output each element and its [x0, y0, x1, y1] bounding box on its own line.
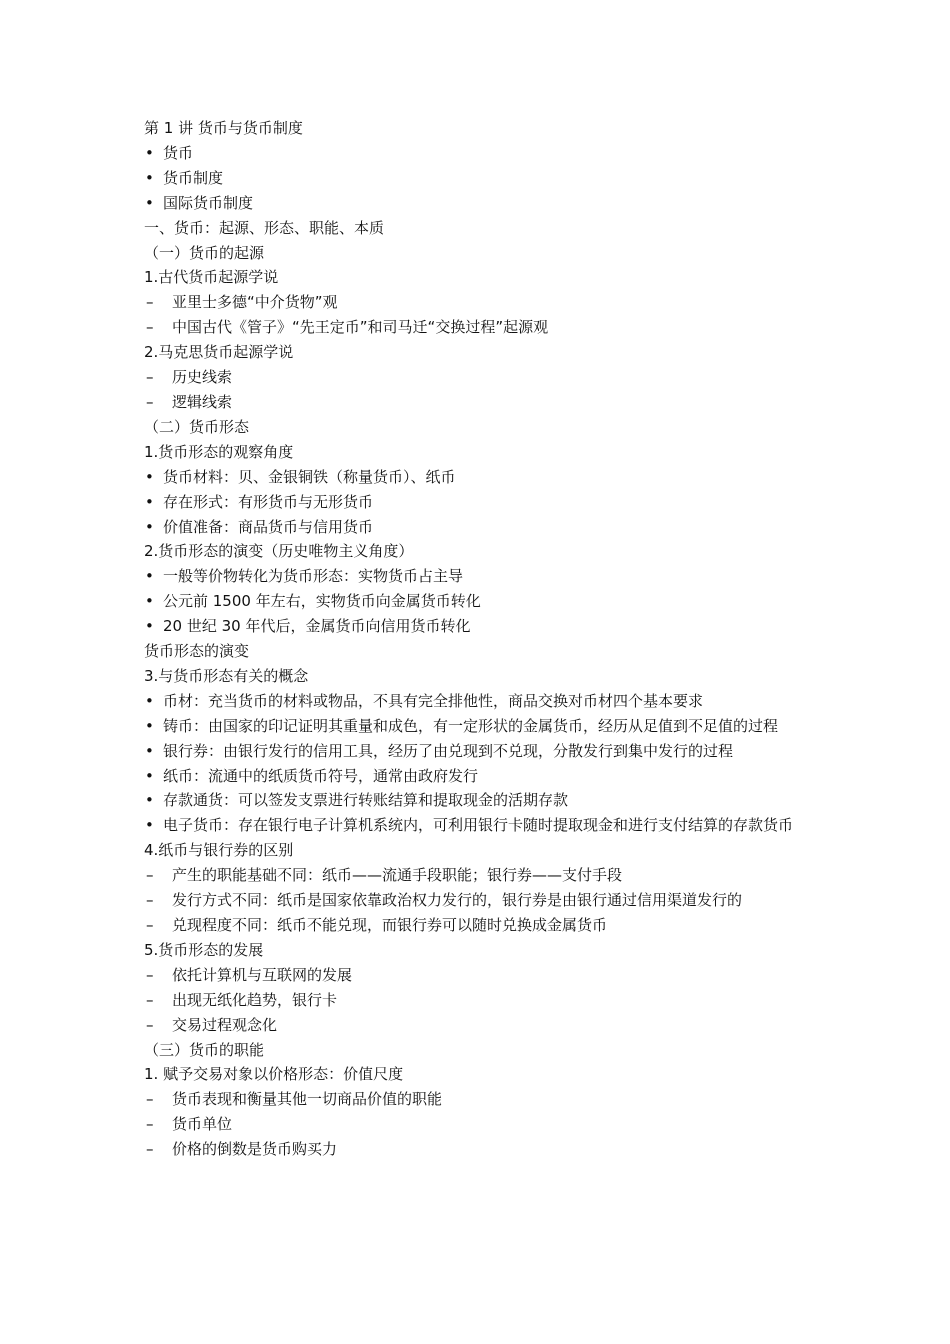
- subsection-heading: （二）货币形态: [144, 417, 250, 436]
- dash-item: – 价格的倒数是货币购买力: [144, 1137, 814, 1162]
- dash-item: – 出现无纸化趋势，银行卡: [144, 988, 814, 1013]
- plain-line: 货币形态的演变: [144, 642, 250, 661]
- numbered-heading: 2.马克思货币起源学说: [144, 343, 294, 362]
- bullet-item: • 货币材料：贝、金银铜铁（称量货币）、纸币: [144, 465, 814, 490]
- dash-item: – 逻辑线索: [144, 390, 814, 415]
- dash-item: – 依托计算机与互联网的发展: [144, 963, 814, 988]
- document-body: [144, 116, 814, 1162]
- dash-item: – 货币表现和衡量其他一切商品价值的职能: [144, 1087, 814, 1112]
- numbered-heading: 2.货币形态的演变（历史唯物主义角度）: [144, 542, 414, 561]
- bullet-item: • 电子货币：存在银行电子计算机系统内，可利用银行卡随时提取现金和进行支付结算的存款货币: [144, 813, 814, 838]
- subsection-heading: （一）货币的起源: [144, 243, 265, 262]
- section-heading: 一、货币：起源、形态、职能、本质: [144, 218, 385, 237]
- numbered-heading: 4.纸币与银行券的区别: [144, 841, 294, 860]
- bullet-item: • 货币: [144, 141, 814, 166]
- dash-item: – 历史线索: [144, 365, 814, 390]
- dash-item: – 亚里士多德“中介货物”观: [144, 290, 814, 315]
- numbered-heading: 3.与货币形态有关的概念: [144, 666, 309, 685]
- dash-item: – 交易过程观念化: [144, 1013, 814, 1038]
- bullet-item: • 纸币：流通中的纸质货币符号，通常由政府发行: [144, 764, 814, 789]
- dash-item: – 发行方式不同：纸币是国家依靠政治权力发行的，银行券是由银行通过信用渠道发行的: [144, 888, 814, 913]
- numbered-heading: 1.古代货币起源学说: [144, 268, 279, 287]
- bullet-item: • 币材：充当货币的材料或物品，不具有完全排他性，商品交换对币材四个基本要求: [144, 689, 814, 714]
- bullet-item: • 铸币：由国家的印记证明其重量和成色，有一定形状的金属货币，经历从足值到不足值的过程: [144, 714, 814, 739]
- numbered-heading: 5.货币形态的发展: [144, 940, 264, 959]
- bullet-item: • 国际货币制度: [144, 191, 814, 216]
- bullet-item: • 存在形式：有形货币与无形货币: [144, 490, 814, 515]
- numbered-heading: 1. 赋予交易对象以价格形态：价值尺度: [144, 1065, 404, 1084]
- bullet-item: • 存款通货：可以签发支票进行转账结算和提取现金的活期存款: [144, 788, 814, 813]
- subsection-heading: （三）货币的职能: [144, 1040, 265, 1059]
- dash-item: – 货币单位: [144, 1112, 814, 1137]
- dash-item: – 中国古代《管子》“先王定币”和司马迁“交换过程”起源观: [144, 315, 814, 340]
- numbered-heading: 1.货币形态的观察角度: [144, 442, 294, 461]
- bullet-item: • 一般等价物转化为货币形态：实物货币占主导: [144, 564, 814, 589]
- bullet-item: • 公元前 1500 年左右，实物货币向金属货币转化: [144, 589, 814, 614]
- bullet-item: • 20 世纪 30 年代后，金属货币向信用货币转化: [144, 614, 814, 639]
- bullet-item: • 银行券：由银行发行的信用工具，经历了由兑现到不兑现，分散发行到集中发行的过程: [144, 739, 814, 764]
- dash-item: – 兑现程度不同：纸币不能兑现，而银行券可以随时兑换成金属货币: [144, 913, 814, 938]
- dash-item: – 产生的职能基础不同：纸币——流通手段职能；银行券——支付手段: [144, 863, 814, 888]
- bullet-item: • 价值准备：商品货币与信用货币: [144, 515, 814, 540]
- bullet-item: • 货币制度: [144, 166, 814, 191]
- lecture-title: 第 1 讲 货币与货币制度: [144, 119, 303, 137]
